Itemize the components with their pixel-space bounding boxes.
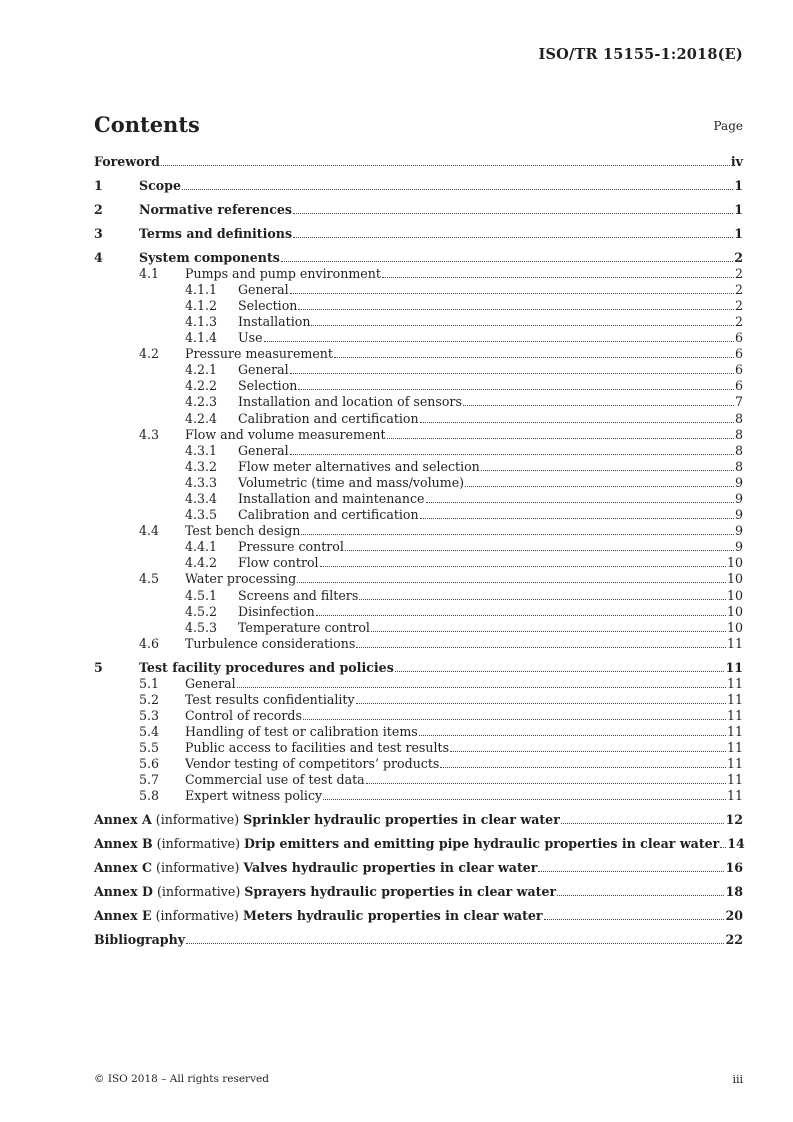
toc-entry-page: 10 bbox=[726, 603, 743, 619]
toc-entry-page: 6 bbox=[734, 378, 743, 394]
dot-leader bbox=[420, 518, 734, 519]
toc-entry-page: 22 bbox=[725, 931, 743, 947]
toc-entry[interactable] bbox=[94, 555, 743, 571]
toc-entry-number: 4.5.1 bbox=[185, 587, 218, 603]
toc-entry-page: 10 bbox=[726, 555, 743, 571]
toc-entry-page: 11 bbox=[726, 691, 743, 707]
toc-entry-page: 12 bbox=[725, 812, 743, 828]
toc-entry-title: Installation and maintenance bbox=[238, 490, 425, 506]
toc-entry-title bbox=[94, 836, 719, 852]
toc-entry-title: Terms and definitions bbox=[139, 225, 293, 241]
annex-label: Annex C bbox=[94, 860, 153, 876]
toc-entry-page: 1 bbox=[734, 177, 743, 193]
toc-entry-number: 4.1 bbox=[139, 265, 160, 281]
toc-entry[interactable] bbox=[94, 740, 743, 756]
toc-entry-page: 6 bbox=[734, 330, 743, 346]
dot-leader bbox=[544, 919, 725, 920]
toc-entry-title: Control of records bbox=[185, 707, 302, 723]
annex-title: Meters hydraulic properties in clear water bbox=[242, 907, 543, 923]
toc-entry-title: Pumps and pump environment bbox=[185, 265, 381, 281]
toc-entry[interactable] bbox=[94, 539, 743, 555]
annex-note: (informative) bbox=[156, 884, 241, 900]
dot-leader bbox=[395, 671, 725, 672]
toc-entry[interactable] bbox=[94, 932, 743, 948]
toc-entry[interactable] bbox=[94, 724, 743, 740]
toc-entry-number: 4.1.4 bbox=[185, 330, 218, 346]
dot-leader bbox=[186, 943, 724, 944]
toc-entry-number: 4.3.2 bbox=[185, 458, 218, 474]
dot-leader bbox=[320, 566, 726, 567]
toc-entry-title: General bbox=[238, 362, 289, 378]
dot-leader bbox=[182, 189, 733, 190]
toc-entry-page: 10 bbox=[726, 587, 743, 603]
toc-entry[interactable] bbox=[94, 154, 743, 170]
dot-leader bbox=[382, 277, 734, 278]
toc-entry-page: 10 bbox=[726, 571, 743, 587]
toc-entry[interactable] bbox=[94, 346, 743, 362]
toc-entry[interactable] bbox=[94, 226, 743, 242]
toc-entry-title: Flow and volume measurement bbox=[185, 426, 386, 442]
toc-entry[interactable] bbox=[94, 604, 743, 620]
toc-entry-page: 9 bbox=[734, 507, 743, 523]
toc-entry-number: 4 bbox=[94, 249, 103, 265]
toc-entry-title: Pressure measurement bbox=[185, 346, 333, 362]
toc-entry-page: 14 bbox=[727, 836, 745, 852]
annex-label: Annex D bbox=[94, 884, 153, 900]
toc-entry-title: Public access to facilities and test results bbox=[185, 740, 450, 756]
toc-entry-title: General bbox=[238, 442, 289, 458]
toc-entry-title: Foreword bbox=[94, 154, 160, 169]
dot-leader bbox=[290, 373, 734, 374]
dot-leader bbox=[298, 389, 734, 390]
toc-entry[interactable] bbox=[94, 636, 743, 652]
toc-entry-number: 5.2 bbox=[139, 691, 160, 707]
toc-entry[interactable] bbox=[94, 266, 743, 282]
toc-entry-title: Commercial use of test data bbox=[185, 772, 365, 788]
toc-entry[interactable] bbox=[94, 692, 743, 708]
toc-entry-title: Screens and filters bbox=[238, 587, 359, 603]
toc-entry-number: 5.6 bbox=[139, 756, 160, 772]
toc-entry-page: 2 bbox=[734, 297, 743, 313]
dot-leader bbox=[298, 309, 734, 310]
toc-entry-number: 4.2.4 bbox=[185, 410, 218, 426]
toc-entry-page: 11 bbox=[726, 772, 743, 788]
toc-entry[interactable] bbox=[94, 250, 743, 266]
toc-entry-page: 11 bbox=[725, 659, 743, 675]
toc-entry-number: 1 bbox=[94, 177, 103, 193]
toc-entry[interactable] bbox=[94, 314, 743, 330]
toc-entry-page: 9 bbox=[734, 523, 743, 539]
toc-entry-page: 11 bbox=[726, 740, 743, 756]
dot-leader bbox=[463, 405, 734, 406]
dot-leader bbox=[281, 261, 733, 262]
toc-entry-title: Calibration and certification bbox=[238, 410, 419, 426]
toc-entry-title bbox=[94, 884, 556, 900]
toc-entry[interactable] bbox=[94, 708, 743, 724]
toc-entry[interactable] bbox=[94, 427, 743, 443]
toc-entry-title: Volumetric (time and mass/volume) bbox=[238, 474, 465, 490]
toc-entry-page: 18 bbox=[725, 884, 743, 900]
toc-entry-number: 4.4 bbox=[139, 523, 160, 539]
dot-leader bbox=[293, 213, 733, 214]
toc-entry-number: 4.3.4 bbox=[185, 490, 218, 506]
dot-leader bbox=[371, 631, 726, 632]
toc-entry-number: 4.2.3 bbox=[185, 394, 218, 410]
toc-entry-number: 4.3.5 bbox=[185, 507, 218, 523]
dot-leader bbox=[323, 799, 726, 800]
toc-entry-title: Test facility procedures and policies bbox=[139, 659, 394, 675]
toc-entry[interactable] bbox=[94, 491, 743, 507]
dot-leader bbox=[387, 438, 734, 439]
dot-leader bbox=[440, 767, 726, 768]
toc-entry[interactable] bbox=[94, 394, 743, 410]
dot-leader bbox=[366, 783, 726, 784]
toc-entry-title: Temperature control bbox=[238, 619, 370, 635]
dot-leader bbox=[557, 895, 724, 896]
dot-leader bbox=[720, 847, 726, 848]
toc-entry-title: Pressure control bbox=[238, 539, 344, 555]
toc-entry-page: 8 bbox=[734, 410, 743, 426]
dot-leader bbox=[450, 751, 726, 752]
dot-leader bbox=[345, 550, 734, 551]
toc-entry-title: Flow control bbox=[238, 555, 319, 571]
toc-entry[interactable] bbox=[94, 459, 743, 475]
toc-entry-title: General bbox=[185, 675, 236, 691]
dot-leader bbox=[290, 293, 734, 294]
toc-entry-number: 4.2.2 bbox=[185, 378, 218, 394]
toc-entry-title: Installation bbox=[238, 313, 311, 329]
toc-entry[interactable] bbox=[94, 443, 743, 459]
toc-entry-page: 9 bbox=[734, 490, 743, 506]
toc-entry-number: 4.2 bbox=[139, 346, 160, 362]
toc-entry-number: 4.3 bbox=[139, 426, 160, 442]
toc-entry-number: 4.1.3 bbox=[185, 313, 218, 329]
toc-entry-number: 5.7 bbox=[139, 772, 160, 788]
dot-leader bbox=[420, 422, 734, 423]
page-column-label: Page bbox=[713, 119, 743, 133]
annex-title: Sprayers hydraulic properties in clear water bbox=[244, 884, 557, 900]
toc-entry[interactable] bbox=[94, 282, 743, 298]
toc-entry[interactable] bbox=[94, 620, 743, 636]
toc-entry[interactable] bbox=[94, 178, 743, 194]
toc-entry-page: 7 bbox=[734, 394, 743, 410]
toc-entry-page: 11 bbox=[726, 707, 743, 723]
toc-entry-title: Handling of test or calibration items bbox=[185, 724, 418, 740]
toc-entry-page: 8 bbox=[734, 458, 743, 474]
toc-entry-title: General bbox=[238, 281, 289, 297]
toc-entry-page: 8 bbox=[734, 426, 743, 442]
toc-entry-number: 4.1.1 bbox=[185, 281, 218, 297]
toc-entry-title: Selection bbox=[238, 378, 298, 394]
dot-leader bbox=[561, 823, 725, 824]
toc-entry[interactable] bbox=[94, 475, 743, 491]
dot-leader bbox=[237, 687, 726, 688]
dot-leader bbox=[161, 165, 730, 166]
toc-entry[interactable] bbox=[94, 523, 743, 539]
toc-entry[interactable] bbox=[94, 756, 743, 772]
toc-entry-page: 11 bbox=[726, 675, 743, 691]
toc-entry-title: Bibliography bbox=[94, 931, 186, 947]
toc-entry-title bbox=[94, 860, 537, 876]
toc-entry-title: Calibration and certification bbox=[238, 507, 419, 523]
toc-entry-page: 9 bbox=[734, 539, 743, 555]
toc-entry-page: 11 bbox=[726, 756, 743, 772]
toc-entry[interactable] bbox=[94, 860, 743, 876]
toc-entry-title: System components bbox=[139, 249, 280, 265]
annex-label: Annex E bbox=[94, 907, 152, 923]
toc-entry-page: iv bbox=[730, 154, 743, 169]
dot-leader bbox=[311, 325, 734, 326]
toc-entry-title: Installation and location of sensors bbox=[238, 394, 462, 410]
toc-entry-number: 5.5 bbox=[139, 740, 160, 756]
annex-note: (informative) bbox=[156, 860, 240, 876]
annex-title: Sprinkler hydraulic properties in clear water bbox=[243, 812, 560, 828]
toc-entry-title: Use bbox=[238, 330, 263, 346]
toc-entry-number: 2 bbox=[94, 201, 103, 217]
toc-entry-page: 1 bbox=[734, 225, 743, 241]
toc-entry-number: 5.8 bbox=[139, 788, 160, 804]
dot-leader bbox=[297, 582, 726, 583]
toc-entry[interactable] bbox=[94, 588, 743, 604]
toc-entry-page: 2 bbox=[734, 265, 743, 281]
toc-entry-page: 9 bbox=[734, 474, 743, 490]
dot-leader bbox=[426, 502, 734, 503]
toc-entry[interactable] bbox=[94, 676, 743, 692]
toc-entry[interactable] bbox=[94, 884, 743, 900]
toc-entry[interactable] bbox=[94, 362, 743, 378]
toc-entry-page: 11 bbox=[726, 635, 743, 651]
toc-entry[interactable] bbox=[94, 202, 743, 218]
toc-entry-title: Normative references bbox=[139, 201, 293, 217]
dot-leader bbox=[334, 357, 734, 358]
toc-entry-page: 1 bbox=[734, 201, 743, 217]
toc-entry-number: 5.4 bbox=[139, 724, 160, 740]
toc-entry-page: 11 bbox=[726, 724, 743, 740]
dot-leader bbox=[419, 735, 726, 736]
toc-entry[interactable] bbox=[94, 298, 743, 314]
toc-entry-title: Expert witness policy bbox=[185, 788, 323, 804]
toc-entry-title: Test results confidentiality bbox=[185, 691, 355, 707]
toc-entry-number: 5.3 bbox=[139, 707, 160, 723]
dot-leader bbox=[481, 470, 734, 471]
toc-entry-page: 16 bbox=[725, 860, 743, 876]
annex-note: (informative) bbox=[156, 836, 240, 852]
toc-entry[interactable] bbox=[94, 378, 743, 394]
toc-entry-title: Disinfection bbox=[238, 603, 315, 619]
page-title: Contents bbox=[94, 112, 200, 137]
dot-leader bbox=[316, 615, 726, 616]
annex-label: Annex B bbox=[94, 836, 153, 852]
dot-leader bbox=[538, 871, 724, 872]
toc-entry-page: 2 bbox=[734, 281, 743, 297]
dot-leader bbox=[465, 486, 734, 487]
annex-note: (informative) bbox=[155, 907, 239, 923]
table-of-contents bbox=[94, 154, 743, 948]
toc-entry[interactable] bbox=[94, 772, 743, 788]
toc-entry-number: 4.2.1 bbox=[185, 362, 218, 378]
annex-label: Annex A bbox=[94, 812, 152, 828]
toc-entry[interactable] bbox=[94, 908, 743, 924]
toc-entry-page: 11 bbox=[726, 788, 743, 804]
toc-entry[interactable] bbox=[94, 836, 743, 852]
page-number: iii bbox=[732, 1073, 743, 1086]
toc-entry-number: 4.6 bbox=[139, 635, 160, 651]
toc-entry-title bbox=[94, 812, 560, 828]
copyright-notice: © ISO 2018 – All rights reserved bbox=[94, 1073, 269, 1085]
toc-entry-title: Turbulence considerations bbox=[185, 635, 356, 651]
toc-entry-number: 4.5.2 bbox=[185, 603, 218, 619]
dot-leader bbox=[301, 534, 734, 535]
toc-entry[interactable] bbox=[94, 571, 743, 587]
toc-entry[interactable] bbox=[94, 507, 743, 523]
toc-entry-number: 4.5.3 bbox=[185, 619, 218, 635]
toc-entry[interactable] bbox=[94, 812, 743, 828]
toc-entry[interactable] bbox=[94, 788, 743, 804]
toc-entry-title: Scope bbox=[139, 177, 181, 193]
toc-entry-number: 4.4.1 bbox=[185, 539, 218, 555]
dot-leader bbox=[303, 719, 726, 720]
annex-title: Drip emitters and emitting pipe hydraulic properties in clear water bbox=[244, 836, 720, 852]
toc-entry-page: 6 bbox=[734, 346, 743, 362]
toc-entry-number: 4.5 bbox=[139, 571, 160, 587]
toc-entry-number: 5.1 bbox=[139, 675, 160, 691]
dot-leader bbox=[290, 454, 734, 455]
toc-entry-page: 10 bbox=[726, 619, 743, 635]
toc-entry-number: 4.3.1 bbox=[185, 442, 218, 458]
dot-leader bbox=[356, 647, 726, 648]
toc-entry-title: Test bench design bbox=[185, 523, 301, 539]
toc-entry-title: Selection bbox=[238, 297, 298, 313]
dot-leader bbox=[293, 237, 733, 238]
toc-entry-page: 8 bbox=[734, 442, 743, 458]
annex-title: Valves hydraulic properties in clear water bbox=[243, 860, 538, 876]
toc-entry[interactable] bbox=[94, 411, 743, 427]
toc-entry[interactable] bbox=[94, 330, 743, 346]
toc-entry-title bbox=[94, 908, 543, 924]
annex-note: (informative) bbox=[155, 812, 240, 828]
dot-leader bbox=[359, 599, 726, 600]
toc-entry[interactable] bbox=[94, 660, 743, 676]
toc-entry-number: 5 bbox=[94, 659, 103, 675]
dot-leader bbox=[264, 341, 734, 342]
dot-leader bbox=[356, 703, 726, 704]
document-reference: ISO/TR 15155-1:2018(E) bbox=[538, 46, 743, 63]
toc-entry-page: 20 bbox=[725, 907, 743, 923]
toc-entry-number: 4.1.2 bbox=[185, 297, 218, 313]
toc-entry-page: 2 bbox=[734, 313, 743, 329]
toc-entry-title: Flow meter alternatives and selection bbox=[238, 458, 480, 474]
toc-entry-number: 3 bbox=[94, 225, 103, 241]
toc-entry-title: Vendor testing of competitors’ products bbox=[185, 756, 440, 772]
toc-entry-page: 6 bbox=[734, 362, 743, 378]
toc-entry-number: 4.3.3 bbox=[185, 474, 218, 490]
toc-entry-page: 2 bbox=[734, 249, 743, 265]
toc-entry-title: Water processing bbox=[185, 571, 297, 587]
toc-entry-number: 4.4.2 bbox=[185, 555, 218, 571]
